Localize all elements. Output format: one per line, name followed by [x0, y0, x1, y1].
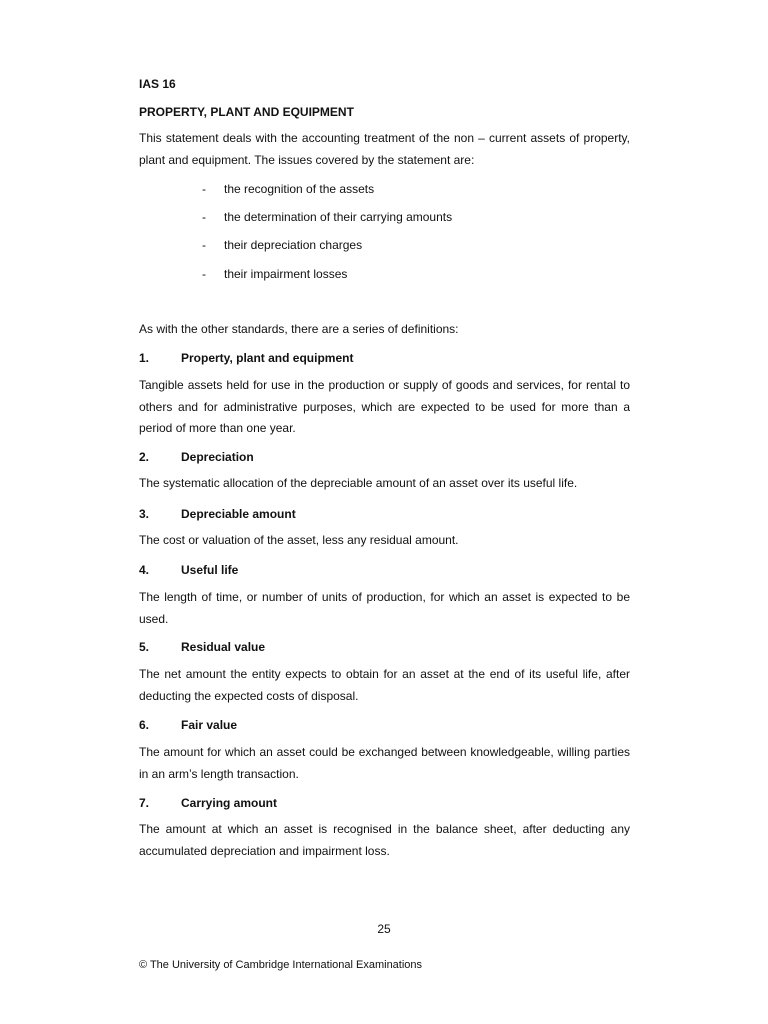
definition-term: Depreciable amount — [181, 507, 296, 521]
definition-text: Tangible assets held for use in the production or supply of goods and services, for rental to others and for administrative purposes, which are expected to be used for more than a period of more than one year. — [139, 378, 630, 435]
page-number: 25 — [377, 922, 391, 936]
definition-term: Fair value — [181, 718, 238, 732]
dash-bullet: - — [202, 210, 206, 224]
dash-bullet: - — [202, 238, 206, 252]
definition-text: The net amount the entity expects to obtain for an asset at the end of its useful life, after deducting the expected costs of disposal. — [139, 667, 630, 703]
definition-term: Useful life — [181, 563, 239, 577]
definition-number: 3. — [139, 507, 150, 521]
standard-code: IAS 16 — [139, 77, 176, 91]
definition-text: The amount at which an asset is recognised in the balance sheet, after deducting any accumulated depreciation and impairment loss. — [139, 822, 630, 858]
definition-term: Property, plant and equipment — [181, 351, 354, 365]
page-title: PROPERTY, PLANT AND EQUIPMENT — [139, 105, 354, 119]
list-item-text: the determination of their carrying amounts — [224, 210, 453, 224]
intro-paragraph: This statement deals with the accounting treatment of the non – current assets of property, plant and equipment. The issues covered by the statement are: — [139, 131, 630, 167]
definition-number: 5. — [139, 640, 150, 654]
dash-bullet: - — [202, 182, 206, 196]
dash-bullet: - — [202, 267, 206, 281]
definition-text: The systematic allocation of the depreciable amount of an asset over its useful life. — [139, 476, 578, 490]
definition-term: Depreciation — [181, 450, 254, 464]
definition-number: 1. — [139, 351, 150, 365]
copyright-footer: © The University of Cambridge International Examinations — [139, 959, 423, 971]
definition-number: 4. — [139, 563, 150, 577]
list-item-text: their impairment losses — [224, 267, 348, 281]
definitions-intro: As with the other standards, there are a series of definitions: — [139, 322, 459, 336]
list-item-text: the recognition of the assets — [224, 182, 375, 196]
definition-term: Residual value — [181, 640, 266, 654]
definition-text: The cost or valuation of the asset, less any residual amount. — [139, 533, 459, 547]
definition-text: The length of time, or number of units of production, for which an asset is expected to be used. — [139, 590, 630, 626]
definition-text: The amount for which an asset could be exchanged between knowledgeable, willing parties in an arm’s length transaction. — [139, 745, 630, 781]
list-item-text: their depreciation charges — [224, 238, 363, 252]
definition-term: Carrying amount — [181, 796, 278, 810]
definition-number: 7. — [139, 796, 150, 810]
definition-number: 6. — [139, 718, 150, 732]
definition-number: 2. — [139, 450, 150, 464]
